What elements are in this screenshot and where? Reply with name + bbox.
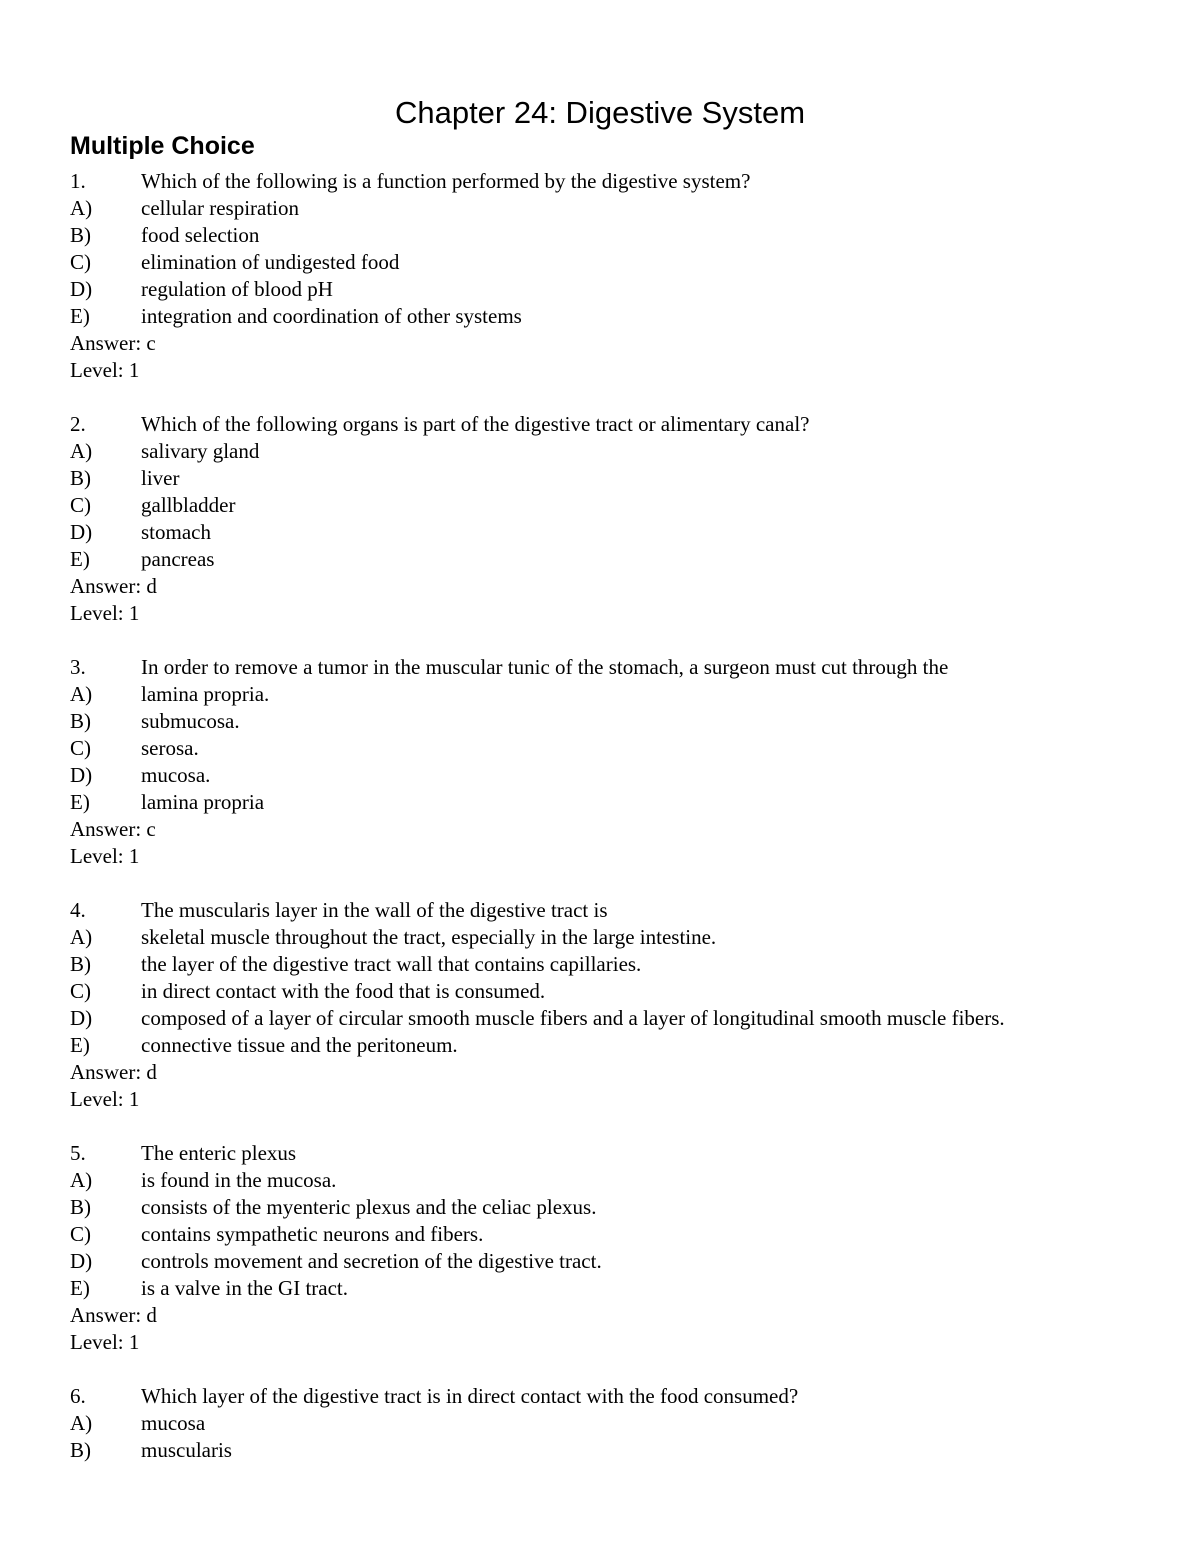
answer-option (70, 249, 1170, 276)
option-text: pancreas (141, 547, 215, 571)
question-number: 1. (70, 169, 86, 193)
question-text: In order to remove a tumor in the muscular tunic of the stomach, a surgeon must cut through the (141, 655, 949, 679)
option-text: mucosa (141, 1411, 206, 1435)
answer-option (70, 438, 1170, 465)
level-prefix: Level: (70, 358, 129, 382)
answer-option (70, 492, 1170, 519)
question-number: 4. (70, 898, 86, 922)
option-text: elimination of undigested food (141, 250, 400, 274)
answer-option (70, 1167, 1170, 1194)
level-prefix: Level: (70, 1330, 129, 1354)
option-label: C) (70, 736, 91, 760)
answer-prefix: Answer: (70, 1303, 147, 1327)
level-line (70, 843, 1170, 870)
option-label: E) (70, 1033, 90, 1057)
option-label: D) (70, 1249, 93, 1273)
question-number: 3. (70, 655, 86, 679)
option-label: A) (70, 439, 93, 463)
question-stem (70, 897, 1170, 924)
option-text: is a valve in the GI tract. (141, 1276, 349, 1300)
answer-option (70, 1437, 1170, 1464)
page-title: Chapter 24: Digestive System (394, 95, 806, 130)
option-label: D) (70, 1006, 93, 1030)
answer-option (70, 276, 1170, 303)
level-line (70, 600, 1170, 627)
answer-option (70, 951, 1170, 978)
option-label: C) (70, 250, 91, 274)
option-text: in direct contact with the food that is consumed. (141, 979, 546, 1003)
answer-option (70, 195, 1170, 222)
answer-line (70, 1059, 1170, 1086)
option-text: submucosa. (141, 709, 240, 733)
option-text: gallbladder (141, 493, 236, 517)
answer-option (70, 978, 1170, 1005)
question-text: Which of the following is a function performed by the digestive system? (141, 169, 751, 193)
option-text: mucosa. (141, 763, 211, 787)
answer-prefix: Answer: (70, 817, 147, 841)
answer-line (70, 816, 1170, 843)
level-value: 1 (128, 1330, 140, 1354)
option-text: connective tissue and the peritoneum. (141, 1033, 458, 1057)
answer-value: d (146, 1060, 157, 1084)
option-text: cellular respiration (141, 196, 300, 220)
answer-option (70, 1248, 1170, 1275)
option-text: consists of the myenteric plexus and the celiac plexus. (141, 1195, 597, 1219)
answer-value: d (146, 574, 157, 598)
option-label: D) (70, 520, 93, 544)
answer-option (70, 762, 1170, 789)
answer-option (70, 735, 1170, 762)
level-line (70, 357, 1170, 384)
answer-prefix: Answer: (70, 574, 147, 598)
answer-value: c (146, 331, 156, 355)
answer-line (70, 573, 1170, 600)
answer-prefix: Answer: (70, 331, 147, 355)
answer-line (70, 1302, 1170, 1329)
section-heading: Multiple Choice (70, 132, 255, 160)
option-label: E) (70, 1276, 90, 1300)
option-label: E) (70, 304, 90, 328)
level-value: 1 (128, 358, 140, 382)
option-text: composed of a layer of circular smooth muscle fibers and a layer of longitudinal smooth muscle fibers. (141, 1006, 1005, 1030)
question-stem (70, 168, 1170, 195)
option-label: B) (70, 466, 91, 490)
option-label: B) (70, 709, 91, 733)
option-text: skeletal muscle throughout the tract, especially in the large intestine. (141, 925, 717, 949)
question-block (70, 654, 1170, 870)
level-value: 1 (128, 1087, 140, 1111)
answer-option (70, 708, 1170, 735)
question-text: The enteric plexus (141, 1141, 297, 1165)
answer-prefix: Answer: (70, 1060, 147, 1084)
answer-option (70, 465, 1170, 492)
question-stem (70, 411, 1170, 438)
option-label: E) (70, 547, 90, 571)
option-text: muscularis (141, 1438, 232, 1462)
answer-option (70, 222, 1170, 249)
option-label: C) (70, 979, 91, 1003)
question-block (70, 1383, 1170, 1464)
question-stem (70, 1140, 1170, 1167)
level-line (70, 1086, 1170, 1113)
level-prefix: Level: (70, 844, 129, 868)
level-prefix: Level: (70, 1087, 129, 1111)
option-label: C) (70, 493, 91, 517)
option-text: is found in the mucosa. (141, 1168, 337, 1192)
option-label: C) (70, 1222, 91, 1246)
option-label: A) (70, 196, 93, 220)
option-label: E) (70, 790, 90, 814)
answer-option (70, 924, 1170, 951)
option-label: B) (70, 223, 91, 247)
option-label: A) (70, 682, 93, 706)
level-value: 1 (128, 601, 140, 625)
answer-option (70, 519, 1170, 546)
answer-option (70, 1275, 1170, 1302)
option-text: salivary gland (141, 439, 260, 463)
answer-option (70, 1032, 1170, 1059)
option-text: regulation of blood pH (141, 277, 333, 301)
question-block (70, 1140, 1170, 1356)
option-text: lamina propria. (141, 682, 270, 706)
question-block (70, 897, 1170, 1113)
option-text: stomach (141, 520, 211, 544)
level-prefix: Level: (70, 601, 129, 625)
option-text: controls movement and secretion of the digestive tract. (141, 1249, 602, 1273)
question-block (70, 168, 1170, 384)
option-text: food selection (141, 223, 260, 247)
answer-option (70, 681, 1170, 708)
option-label: B) (70, 1195, 91, 1219)
question-number: 2. (70, 412, 86, 436)
level-line (70, 1329, 1170, 1356)
option-text: contains sympathetic neurons and fibers. (141, 1222, 484, 1246)
level-value: 1 (128, 844, 140, 868)
answer-value: d (146, 1303, 157, 1327)
option-text: serosa. (141, 736, 199, 760)
option-label: D) (70, 763, 93, 787)
question-stem (70, 654, 1170, 681)
question-text: Which of the following organs is part of the digestive tract or alimentary canal? (141, 412, 810, 436)
question-text: Which layer of the digestive tract is in direct contact with the food consumed? (141, 1384, 799, 1408)
option-label: B) (70, 952, 91, 976)
answer-option (70, 546, 1170, 573)
option-text: lamina propria (141, 790, 265, 814)
answer-option (70, 1005, 1170, 1032)
option-text: liver (141, 466, 180, 490)
question-number: 5. (70, 1141, 86, 1165)
option-label: B) (70, 1438, 91, 1462)
question-list (70, 168, 1170, 1491)
answer-value: c (146, 817, 156, 841)
option-label: A) (70, 1411, 93, 1435)
answer-option (70, 1221, 1170, 1248)
option-label: A) (70, 1168, 93, 1192)
question-block (70, 411, 1170, 627)
option-label: A) (70, 925, 93, 949)
answer-option (70, 303, 1170, 330)
answer-line (70, 330, 1170, 357)
answer-option (70, 1410, 1170, 1437)
question-stem (70, 1383, 1170, 1410)
option-text: integration and coordination of other systems (141, 304, 522, 328)
question-text: The muscularis layer in the wall of the digestive tract is (141, 898, 608, 922)
option-label: D) (70, 277, 93, 301)
question-number: 6. (70, 1384, 86, 1408)
option-text: the layer of the digestive tract wall that contains capillaries. (141, 952, 642, 976)
answer-option (70, 789, 1170, 816)
answer-option (70, 1194, 1170, 1221)
